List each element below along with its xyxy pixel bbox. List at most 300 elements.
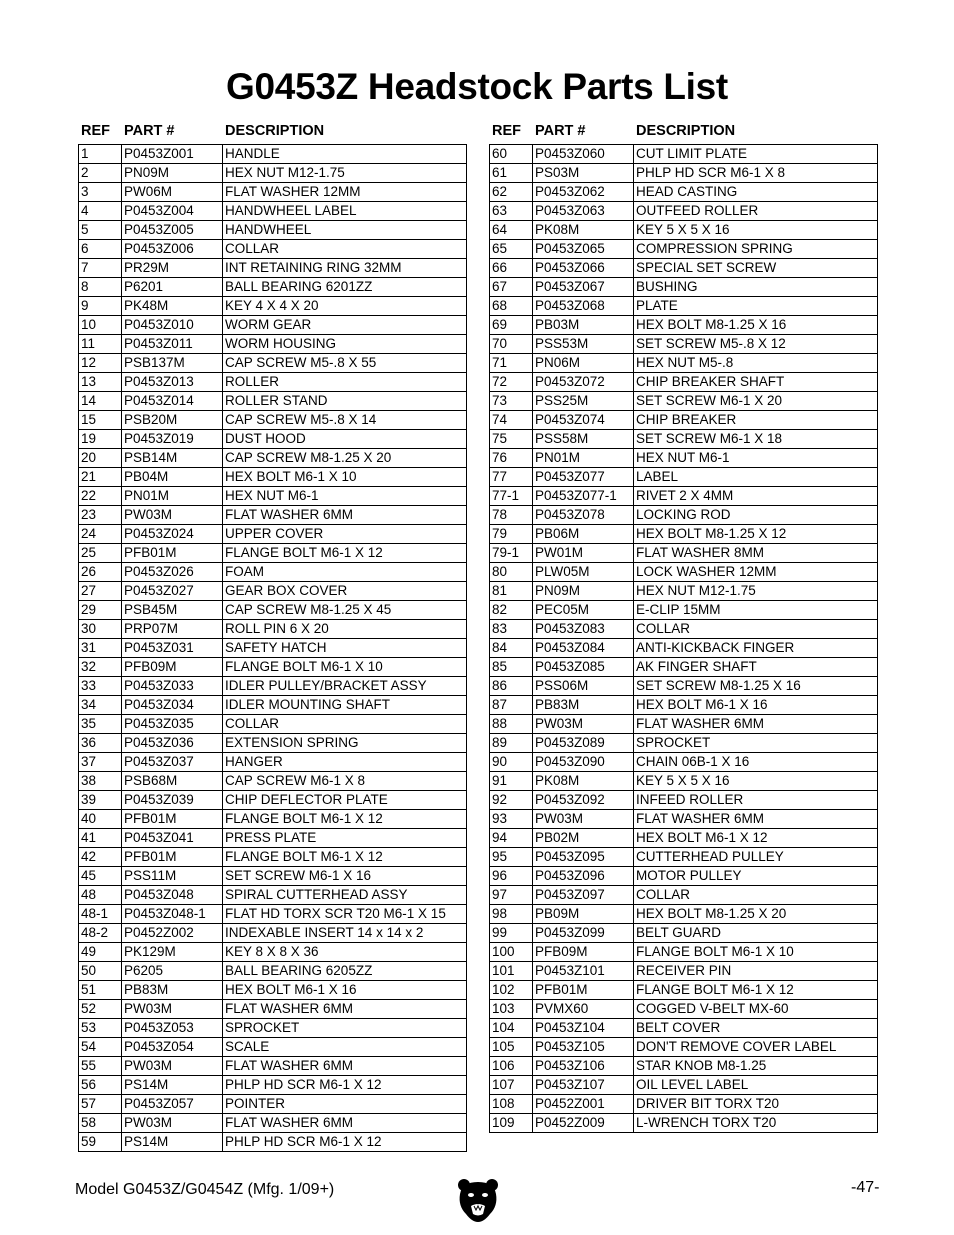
part-number-cell: P0453Z037 (122, 753, 223, 772)
table-row (79, 563, 467, 582)
description-cell: HANGER (223, 753, 467, 772)
table-row (79, 335, 467, 354)
description-cell: UPPER COVER (223, 525, 467, 544)
page-title: G0453Z Headstock Parts List (226, 66, 728, 107)
table-row (490, 905, 878, 924)
ref-cell: 21 (79, 468, 122, 487)
description-cell: CHAIN 06B-1 X 16 (634, 753, 878, 772)
ref-cell: 91 (490, 772, 533, 791)
ref-cell: 27 (79, 582, 122, 601)
table-row (490, 335, 878, 354)
table-row (490, 791, 878, 810)
ref-cell: 51 (79, 981, 122, 1000)
ref-cell: 64 (490, 221, 533, 240)
parts-table-left (78, 122, 467, 1152)
ref-cell: 60 (490, 145, 533, 164)
table-row (490, 1019, 878, 1038)
ref-cell: 8 (79, 278, 122, 297)
ref-cell: 59 (79, 1133, 122, 1152)
part-number-cell: PSS25M (533, 392, 634, 411)
description-cell: HEX BOLT M8-1.25 X 16 (634, 316, 878, 335)
table-row (490, 772, 878, 791)
part-number-cell: PSS11M (122, 867, 223, 886)
description-cell: SPROCKET (634, 734, 878, 753)
ref-cell: 49 (79, 943, 122, 962)
part-number-cell: P0453Z062 (533, 183, 634, 202)
ref-cell: 55 (79, 1057, 122, 1076)
description-cell: ROLLER STAND (223, 392, 467, 411)
description-cell: FLANGE BOLT M6-1 X 12 (223, 810, 467, 829)
table-row (79, 468, 467, 487)
table-row (79, 620, 467, 639)
description-cell: FLANGE BOLT M6-1 X 10 (223, 658, 467, 677)
description-cell: LOCKING ROD (634, 506, 878, 525)
part-number-cell: PS14M (122, 1076, 223, 1095)
table-row (79, 905, 467, 924)
ref-cell: 40 (79, 810, 122, 829)
ref-cell: 69 (490, 316, 533, 335)
ref-cell: 68 (490, 297, 533, 316)
ref-cell: 78 (490, 506, 533, 525)
description-cell: OIL LEVEL LABEL (634, 1076, 878, 1095)
ref-cell: 48-2 (79, 924, 122, 943)
part-number-cell: P0453Z074 (533, 411, 634, 430)
table-row (490, 848, 878, 867)
description-cell: FLAT WASHER 6MM (223, 506, 467, 525)
table-row (79, 943, 467, 962)
description-cell: CAP SCREW M5-.8 X 14 (223, 411, 467, 430)
ref-cell: 4 (79, 202, 122, 221)
ref-cell: 48-1 (79, 905, 122, 924)
ref-cell: 70 (490, 335, 533, 354)
part-number-cell: PVMX60 (533, 1000, 634, 1019)
description-cell: BELT GUARD (634, 924, 878, 943)
part-number-cell: P0453Z039 (122, 791, 223, 810)
part-number-cell: P0453Z054 (122, 1038, 223, 1057)
table-row (79, 392, 467, 411)
ref-cell: 63 (490, 202, 533, 221)
description-cell: SET SCREW M6-1 X 16 (223, 867, 467, 886)
table-row (79, 183, 467, 202)
description-cell: CAP SCREW M8-1.25 X 45 (223, 601, 467, 620)
table-row (490, 373, 878, 392)
table-row (79, 1095, 467, 1114)
table-row (490, 867, 878, 886)
description-cell: ROLLER (223, 373, 467, 392)
header-ref: REF (492, 123, 521, 139)
table-row (490, 525, 878, 544)
part-number-cell: PSB137M (122, 354, 223, 373)
description-cell: HEX BOLT M8-1.25 X 20 (634, 905, 878, 924)
table-row (79, 601, 467, 620)
table-row (490, 620, 878, 639)
part-number-cell: PB06M (533, 525, 634, 544)
part-number-cell: P0453Z083 (533, 620, 634, 639)
table-row (490, 202, 878, 221)
part-number-cell: P0453Z006 (122, 240, 223, 259)
ref-cell: 7 (79, 259, 122, 278)
description-cell: HEX BOLT M6-1 X 10 (223, 468, 467, 487)
description-cell: SCALE (223, 1038, 467, 1057)
part-number-cell: P0453Z085 (533, 658, 634, 677)
description-cell: FLAT WASHER 6MM (223, 1114, 467, 1133)
table-header (78, 122, 467, 144)
ref-cell: 74 (490, 411, 533, 430)
part-number-cell: P0453Z067 (533, 278, 634, 297)
part-number-cell: PEC05M (533, 601, 634, 620)
part-number-cell: P0453Z097 (533, 886, 634, 905)
description-cell: RIVET 2 X 4MM (634, 487, 878, 506)
description-cell: SET SCREW M5-.8 X 12 (634, 335, 878, 354)
description-cell: LABEL (634, 468, 878, 487)
part-number-cell: PW03M (122, 1057, 223, 1076)
table-row (490, 1000, 878, 1019)
header-part: PART # (124, 123, 175, 139)
ref-cell: 66 (490, 259, 533, 278)
part-number-cell: P0453Z004 (122, 202, 223, 221)
description-cell: SPIRAL CUTTERHEAD ASSY (223, 886, 467, 905)
ref-cell: 72 (490, 373, 533, 392)
table-row (79, 316, 467, 335)
description-cell: ANTI-KICKBACK FINGER (634, 639, 878, 658)
ref-cell: 30 (79, 620, 122, 639)
table-row (79, 715, 467, 734)
part-number-cell: P0453Z019 (122, 430, 223, 449)
table-row (490, 829, 878, 848)
part-number-cell: PN09M (122, 164, 223, 183)
part-number-cell: P0453Z104 (533, 1019, 634, 1038)
table-row (79, 1038, 467, 1057)
description-cell: HEX NUT M6-1 (634, 449, 878, 468)
ref-cell: 9 (79, 297, 122, 316)
description-cell: WORM GEAR (223, 316, 467, 335)
table-row (490, 696, 878, 715)
description-cell: DON'T REMOVE COVER LABEL (634, 1038, 878, 1057)
description-cell: FLAT WASHER 8MM (634, 544, 878, 563)
part-number-cell: PSS06M (533, 677, 634, 696)
description-cell: FLAT WASHER 6MM (223, 1057, 467, 1076)
table-row (490, 487, 878, 506)
table-row (490, 221, 878, 240)
table-row (79, 639, 467, 658)
description-cell: FLAT WASHER 6MM (223, 1000, 467, 1019)
ref-cell: 96 (490, 867, 533, 886)
description-cell: FLAT WASHER 12MM (223, 183, 467, 202)
table-row (79, 1133, 467, 1152)
part-number-cell: PSB20M (122, 411, 223, 430)
part-number-cell: P0453Z011 (122, 335, 223, 354)
description-cell: HANDLE (223, 145, 467, 164)
ref-cell: 22 (79, 487, 122, 506)
part-number-cell: PB83M (533, 696, 634, 715)
ref-cell: 58 (79, 1114, 122, 1133)
description-cell: KEY 5 X 5 X 16 (634, 221, 878, 240)
ref-cell: 71 (490, 354, 533, 373)
part-number-cell: PN06M (533, 354, 634, 373)
ref-cell: 25 (79, 544, 122, 563)
ref-cell: 14 (79, 392, 122, 411)
table-row (79, 164, 467, 183)
part-number-cell: PSB14M (122, 449, 223, 468)
description-cell: MOTOR PULLEY (634, 867, 878, 886)
part-number-cell: PS14M (122, 1133, 223, 1152)
part-number-cell: P0453Z034 (122, 696, 223, 715)
table-row (490, 240, 878, 259)
ref-cell: 89 (490, 734, 533, 753)
part-number-cell: PW01M (533, 544, 634, 563)
table-row (490, 601, 878, 620)
description-cell: COMPRESSION SPRING (634, 240, 878, 259)
ref-cell: 1 (79, 145, 122, 164)
part-number-cell: P0453Z048-1 (122, 905, 223, 924)
ref-cell: 104 (490, 1019, 533, 1038)
table-row (79, 278, 467, 297)
ref-cell: 12 (79, 354, 122, 373)
description-cell: SET SCREW M6-1 X 18 (634, 430, 878, 449)
header-ref: REF (81, 123, 110, 139)
ref-cell: 86 (490, 677, 533, 696)
description-cell: FLAT WASHER 6MM (634, 715, 878, 734)
table-row (490, 658, 878, 677)
ref-cell: 100 (490, 943, 533, 962)
description-cell: COLLAR (223, 715, 467, 734)
part-number-cell: PB02M (533, 829, 634, 848)
part-number-cell: PB03M (533, 316, 634, 335)
ref-cell: 88 (490, 715, 533, 734)
part-number-cell: PSS53M (533, 335, 634, 354)
part-number-cell: PFB01M (122, 848, 223, 867)
part-number-cell: P0453Z089 (533, 734, 634, 753)
ref-cell: 11 (79, 335, 122, 354)
ref-cell: 54 (79, 1038, 122, 1057)
description-cell: SET SCREW M6-1 X 20 (634, 392, 878, 411)
ref-cell: 79 (490, 525, 533, 544)
table-row (79, 753, 467, 772)
part-number-cell: P0453Z068 (533, 297, 634, 316)
part-number-cell: P0453Z099 (533, 924, 634, 943)
ref-cell: 39 (79, 791, 122, 810)
table-row (79, 924, 467, 943)
part-number-cell: P0453Z077-1 (533, 487, 634, 506)
part-number-cell: PSB68M (122, 772, 223, 791)
ref-cell: 84 (490, 639, 533, 658)
table-row (79, 506, 467, 525)
description-cell: LOCK WASHER 12MM (634, 563, 878, 582)
part-number-cell: P0453Z065 (533, 240, 634, 259)
description-cell: AK FINGER SHAFT (634, 658, 878, 677)
description-cell: CAP SCREW M6-1 X 8 (223, 772, 467, 791)
table-row (490, 810, 878, 829)
ref-cell: 24 (79, 525, 122, 544)
part-number-cell: P0453Z090 (533, 753, 634, 772)
ref-cell: 99 (490, 924, 533, 943)
ref-cell: 76 (490, 449, 533, 468)
part-number-cell: P0453Z101 (533, 962, 634, 981)
table-row (490, 145, 878, 164)
part-number-cell: P6205 (122, 962, 223, 981)
description-cell: SPECIAL SET SCREW (634, 259, 878, 278)
table-row (79, 677, 467, 696)
description-cell: SET SCREW M8-1.25 X 16 (634, 677, 878, 696)
part-number-cell: P0453Z014 (122, 392, 223, 411)
ref-cell: 98 (490, 905, 533, 924)
description-cell: HEX NUT M6-1 (223, 487, 467, 506)
ref-cell: 15 (79, 411, 122, 430)
ref-cell: 67 (490, 278, 533, 297)
part-number-cell: P6201 (122, 278, 223, 297)
part-number-cell: PB09M (533, 905, 634, 924)
table-row (490, 1038, 878, 1057)
description-cell: FLANGE BOLT M6-1 X 12 (223, 544, 467, 563)
ref-cell: 65 (490, 240, 533, 259)
ref-cell: 77 (490, 468, 533, 487)
description-cell: CAP SCREW M8-1.25 X 20 (223, 449, 467, 468)
description-cell: COLLAR (223, 240, 467, 259)
part-number-cell: PS03M (533, 164, 634, 183)
ref-cell: 19 (79, 430, 122, 449)
description-cell: IDLER PULLEY/BRACKET ASSY (223, 677, 467, 696)
table-row (490, 430, 878, 449)
table-row (79, 696, 467, 715)
ref-cell: 97 (490, 886, 533, 905)
part-number-cell: PW03M (122, 1000, 223, 1019)
table-row (79, 1076, 467, 1095)
table-row (79, 582, 467, 601)
ref-cell: 85 (490, 658, 533, 677)
table-row (490, 411, 878, 430)
ref-cell: 93 (490, 810, 533, 829)
table-row (79, 487, 467, 506)
table-row (79, 297, 467, 316)
part-number-cell: P0452Z009 (533, 1114, 634, 1133)
description-cell: SPROCKET (223, 1019, 467, 1038)
header-description: DESCRIPTION (636, 123, 736, 139)
part-number-cell: PW03M (533, 715, 634, 734)
part-number-cell: PFB01M (533, 981, 634, 1000)
ref-cell: 106 (490, 1057, 533, 1076)
part-number-cell: P0453Z005 (122, 221, 223, 240)
part-number-cell: PB04M (122, 468, 223, 487)
table-row (79, 373, 467, 392)
description-cell: STAR KNOB M8-1.25 (634, 1057, 878, 1076)
table-row (79, 1114, 467, 1133)
part-number-cell: P0453Z106 (533, 1057, 634, 1076)
table-row (490, 924, 878, 943)
table-row (79, 810, 467, 829)
part-number-cell: PW03M (122, 506, 223, 525)
part-number-cell: P0453Z036 (122, 734, 223, 753)
table-row (490, 715, 878, 734)
ref-cell: 42 (79, 848, 122, 867)
parts-table-right (489, 122, 878, 1133)
part-number-cell: PK08M (533, 772, 634, 791)
description-cell: COLLAR (634, 620, 878, 639)
ref-cell: 95 (490, 848, 533, 867)
ref-cell: 50 (79, 962, 122, 981)
table-row (79, 658, 467, 677)
table-row (79, 829, 467, 848)
ref-cell: 56 (79, 1076, 122, 1095)
page-number: -47- (851, 1179, 880, 1196)
table-row (490, 734, 878, 753)
ref-cell: 62 (490, 183, 533, 202)
description-cell: CUT LIMIT PLATE (634, 145, 878, 164)
table-row (490, 506, 878, 525)
part-number-cell: PSB45M (122, 601, 223, 620)
description-cell: FLANGE BOLT M6-1 X 10 (634, 943, 878, 962)
table-row (490, 677, 878, 696)
part-number-cell: P0453Z048 (122, 886, 223, 905)
ref-cell: 31 (79, 639, 122, 658)
ref-cell: 37 (79, 753, 122, 772)
table-row (79, 1019, 467, 1038)
part-number-cell: P0453Z077 (533, 468, 634, 487)
part-number-cell: PFB01M (122, 544, 223, 563)
part-number-cell: P0452Z002 (122, 924, 223, 943)
part-number-cell: P0453Z001 (122, 145, 223, 164)
description-cell: CUTTERHEAD PULLEY (634, 848, 878, 867)
table-row (490, 1095, 878, 1114)
table-row (490, 449, 878, 468)
ref-cell: 48 (79, 886, 122, 905)
part-number-cell: PR29M (122, 259, 223, 278)
ref-cell: 34 (79, 696, 122, 715)
description-cell: COLLAR (634, 886, 878, 905)
part-number-cell: PW03M (533, 810, 634, 829)
description-cell: CHIP BREAKER (634, 411, 878, 430)
table-row (79, 221, 467, 240)
table-row (79, 525, 467, 544)
table-row (79, 791, 467, 810)
table-row (490, 392, 878, 411)
description-cell: INDEXABLE INSERT 14 x 14 x 2 (223, 924, 467, 943)
table-row (79, 1057, 467, 1076)
bear-head-icon (456, 1176, 500, 1224)
ref-cell: 101 (490, 962, 533, 981)
ref-cell: 77-1 (490, 487, 533, 506)
table-row (490, 886, 878, 905)
description-cell: OUTFEED ROLLER (634, 202, 878, 221)
part-number-cell: PRP07M (122, 620, 223, 639)
part-number-cell: P0453Z013 (122, 373, 223, 392)
table-row (490, 943, 878, 962)
part-number-cell: P0453Z078 (533, 506, 634, 525)
part-number-cell: P0453Z096 (533, 867, 634, 886)
part-number-cell: PLW05M (533, 563, 634, 582)
table-row (490, 1057, 878, 1076)
header-description: DESCRIPTION (225, 123, 325, 139)
ref-cell: 83 (490, 620, 533, 639)
ref-cell: 3 (79, 183, 122, 202)
description-cell: BALL BEARING 6205ZZ (223, 962, 467, 981)
description-cell: HEAD CASTING (634, 183, 878, 202)
ref-cell: 41 (79, 829, 122, 848)
table-row (490, 1076, 878, 1095)
part-number-cell: P0452Z001 (533, 1095, 634, 1114)
ref-cell: 53 (79, 1019, 122, 1038)
description-cell: FLAT WASHER 6MM (634, 810, 878, 829)
table-row (490, 962, 878, 981)
ref-cell: 13 (79, 373, 122, 392)
ref-cell: 2 (79, 164, 122, 183)
part-number-cell: PW03M (122, 1114, 223, 1133)
part-number-cell: PK08M (533, 221, 634, 240)
model-footer: Model G0453Z/G0454Z (Mfg. 1/09+) (75, 1181, 335, 1198)
part-number-cell: P0453Z033 (122, 677, 223, 696)
description-cell: BELT COVER (634, 1019, 878, 1038)
table-row (490, 544, 878, 563)
table-row (79, 734, 467, 753)
